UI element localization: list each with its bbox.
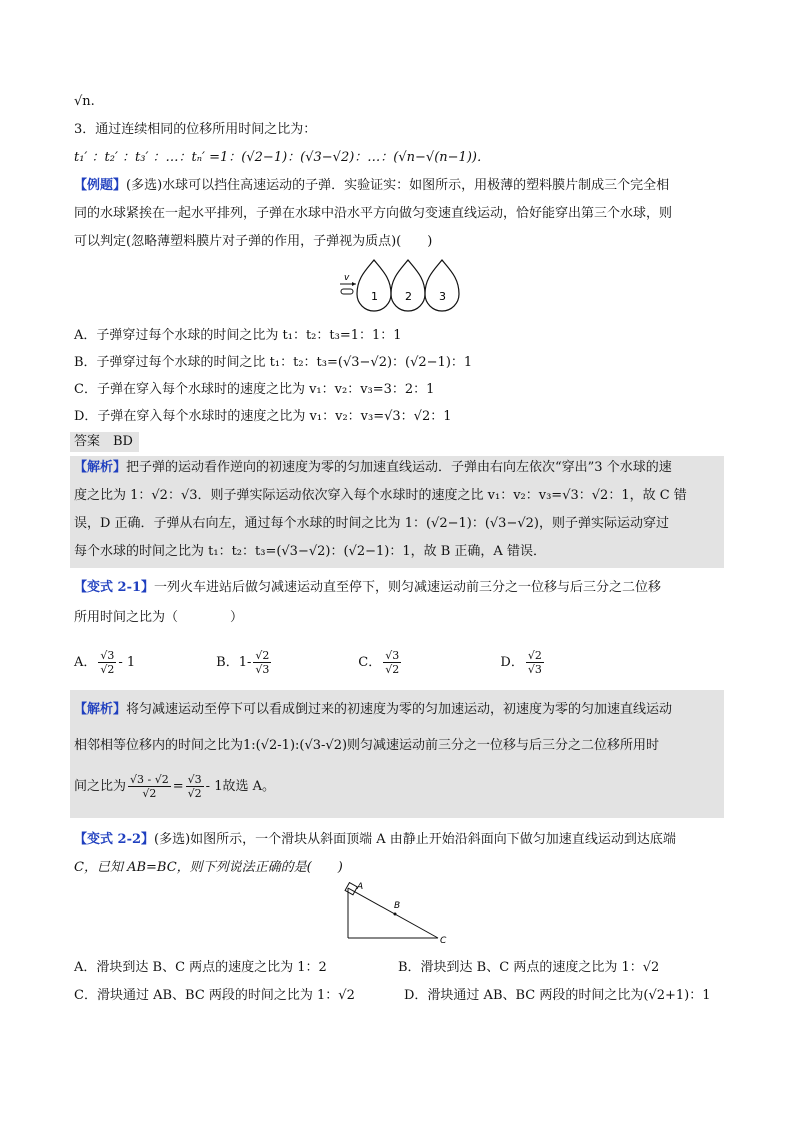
svg-text:1: 1 — [371, 290, 378, 303]
variant2-line-1: 【变式 2-2】(多选)如图所示，一个滑块从斜面顶端 A 由静止开始沿斜面向下做匀加速直线运动到达底端 — [74, 832, 676, 847]
variant2-text-2: C，已知 AB=BC，则下列说法正确的是( ) — [74, 860, 343, 875]
example-analysis-line-2: 度之比为 1：√2：√3．则子弹实际运动依次穿入每个水球时的速度之比 v₁：v₂：v₃=√3：√2：1，故 C 错 — [74, 488, 687, 503]
label-a: A — [357, 882, 364, 892]
velocity-label: v — [344, 273, 350, 283]
incline-slope — [348, 888, 438, 938]
example-option-a: A．子弹穿过每个水球的时间之比为 t₁：t₂：t₃=1：1：1 — [74, 328, 402, 343]
bullet — [341, 289, 353, 294]
variant1-text-2: 所用时间之比为（ ） — [74, 610, 244, 625]
example-text-3: 可以判定(忽略薄塑料膜片对子弹的作用，子弹视为质点)( ) — [74, 234, 433, 249]
water-ball-3 — [425, 260, 459, 311]
example-text-2: 同的水球紧挨在一起水平排列，子弹在水球中沿水平方向做匀变速直线运动，恰好能穿出第三个水球，则 — [74, 206, 673, 221]
variant1-analysis-line-1: 【解析】将匀减速运动至停下可以看成倒过来的初速度为零的匀加速运动，初速度为零的匀加速直线运动 — [74, 702, 673, 717]
example-line-1 — [74, 176, 669, 196]
water-ball-1 — [357, 260, 391, 311]
variant1-analysis-line-3: 间之比为 $\frac{√3 - √2}{√2}$ = $\frac{√3}{√2}$ - 1故选 A。 — [74, 773, 275, 800]
variant1-option-a: A． $\frac{√3}{√2}$ - 1 — [74, 649, 136, 676]
variant1-option-b: B．1- $\frac{√2}{√3}$ — [216, 649, 270, 676]
incline-figure — [340, 882, 460, 948]
svg-text:2: 2 — [405, 290, 412, 303]
variant1-analysis-line-2: 相邻相等位移内的时间之比为1:(√2-1):(√3-√2)则匀减速运动前三分之一位移与后三分之二位移所用时 — [74, 738, 660, 753]
variant1-analysis-tag: 【解析】 — [74, 702, 127, 717]
svg-text:3: 3 — [439, 290, 446, 303]
point-b — [394, 913, 397, 916]
variant1-line-1: 【变式 2-1】一列火车进站后做匀减速运动直至停下，则匀减速运动前三分之一位移与后三分之二位移 — [74, 580, 662, 595]
variant1-tag: 【变式 2-1】 — [74, 580, 155, 595]
variant2-option-d: D．滑块通过 AB、BC 两段的时间之比为(√2+1)：1 — [404, 988, 711, 1003]
label-b: B — [394, 901, 401, 911]
variant1-options — [74, 646, 620, 680]
example-answer: 答案 BD — [70, 432, 139, 452]
example-option-b: B．子弹穿过每个水球的时间之比 t₁：t₂：t₃=(√3−√2)：(√2−1)：1 — [74, 355, 473, 370]
variant2-option-a: A．滑块到达 B、C 两点的速度之比为 1：2 — [74, 960, 327, 975]
formula-3: t₁′ ：t₂′ ：t₃′ ：…：tₙ′ =1：(√2−1)：(√3−√2)：…：(√n−√(n−1))． — [74, 150, 490, 165]
slider-block — [345, 883, 357, 895]
variant2-option-b: B．滑块到达 B、C 两点的速度之比为 1：√2 — [398, 960, 660, 975]
example-analysis-line-3: 误，D 正确．子弹从右向左，通过每个水球的时间之比为 1：(√2−1)：(√3−√2)，则子弹实际运动穿过 — [74, 516, 669, 531]
example-option-d: D．子弹在穿入每个水球时的速度之比为 v₁：v₂：v₃=√3：√2：1 — [74, 409, 452, 424]
variant2-option-c: C．滑块通过 AB、BC 两段的时间之比为 1：√2 — [74, 988, 355, 1003]
example-tag: 【例题】 — [74, 178, 127, 193]
item-3-text: 3．通过连续相同的位移所用时间之比为： — [74, 122, 317, 137]
label-c: C — [440, 936, 447, 946]
variant1-option-c: C． $\frac{√3}{√2}$ — [358, 649, 400, 676]
sqrt-n-text: √n. — [74, 94, 95, 109]
example-analysis-line-4: 每个水球的时间之比为 t₁：t₂：t₃=(√3−√2)：(√2−1)：1，故 B 正确，A 错误． — [74, 544, 546, 559]
water-ball-2 — [391, 260, 425, 311]
example-text-1: (多选)水球可以挡住高速运动的子弹．实验证实：如图所示，用极薄的塑料膜片制成三个完全相 — [126, 178, 670, 193]
water-ball-figure — [338, 256, 478, 318]
variant2-tag: 【变式 2-2】 — [74, 832, 155, 847]
analysis-tag: 【解析】 — [74, 460, 127, 475]
example-analysis-line-1: 【解析】把子弹的运动看作逆向的初速度为零的匀加速直线运动．子弹由右向左依次“穿出”3 个水球的速 — [74, 460, 672, 475]
example-option-c: C．子弹在穿入每个水球时的速度之比为 v₁：v₂：v₃=3：2：1 — [74, 382, 435, 397]
variant1-option-d: D． $\frac{√2}{√3}$ — [500, 649, 542, 676]
